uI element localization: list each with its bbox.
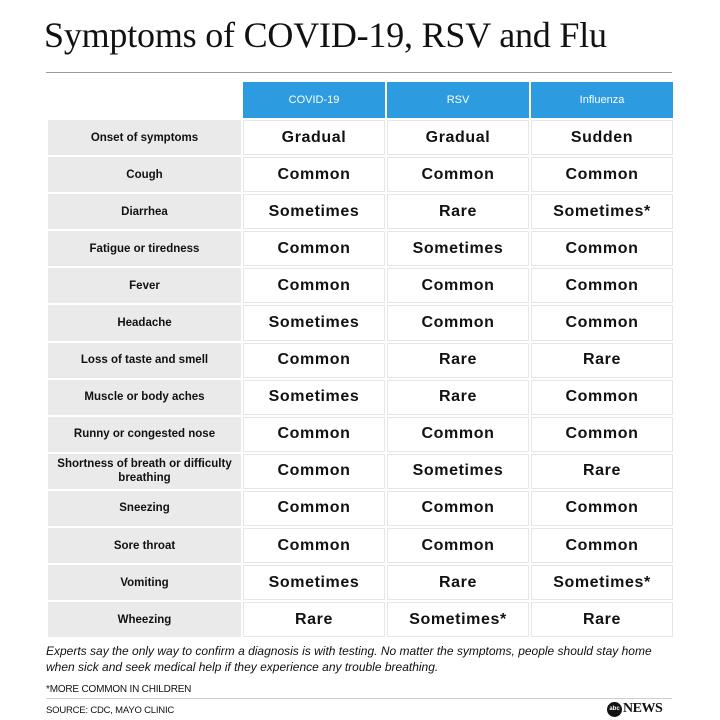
symptom-value-cell: Common	[243, 157, 385, 192]
header-row	[48, 82, 673, 118]
table-row	[48, 343, 673, 378]
symptom-value-cell: Rare	[387, 343, 529, 378]
symptom-value-cell: Rare	[531, 602, 673, 637]
symptom-value-cell: Common	[531, 528, 673, 563]
table-row	[48, 157, 673, 192]
row-label: Vomiting	[48, 565, 241, 600]
symptom-value-cell: Sometimes	[387, 454, 529, 489]
column-header-covid: COVID-19	[243, 82, 385, 118]
row-label: Wheezing	[48, 602, 241, 637]
news-wordmark: NEWS	[623, 701, 663, 716]
symptom-value-cell: Gradual	[243, 120, 385, 155]
corner-cell	[48, 82, 241, 118]
row-label: Onset of symptoms	[48, 120, 241, 155]
symptom-value-cell: Common	[387, 157, 529, 192]
symptom-value-cell: Common	[243, 231, 385, 266]
table-row	[48, 268, 673, 303]
row-label: Muscle or body aches	[48, 380, 241, 415]
symptom-value-cell: Common	[243, 528, 385, 563]
disclaimer-note: Experts say the only way to confirm a diagnosis is with testing. No matter the symptoms, people should stay home when sick and seek medical help if they experience any trouble breathing.	[46, 644, 652, 674]
table-row	[48, 417, 673, 452]
table-body	[48, 120, 673, 637]
table-row	[48, 305, 673, 340]
footer-divider	[46, 698, 672, 699]
footnote: *MORE COMMON IN CHILDREN	[46, 684, 192, 695]
symptom-value-cell: Rare	[387, 565, 529, 600]
row-label: Loss of taste and smell	[48, 343, 241, 378]
table-row	[48, 528, 673, 563]
symptom-value-cell: Common	[243, 268, 385, 303]
symptom-value-cell: Common	[243, 491, 385, 526]
symptoms-table	[46, 80, 675, 639]
table-row	[48, 231, 673, 266]
source-credit: SOURCE: CDC, MAYO CLINIC	[46, 705, 175, 716]
symptom-value-cell: Common	[387, 305, 529, 340]
symptom-value-cell: Common	[387, 417, 529, 452]
abc-circle-icon: abc	[607, 702, 622, 717]
row-label: Fatigue or tiredness	[48, 231, 241, 266]
symptom-value-cell: Sometimes*	[387, 602, 529, 637]
symptom-value-cell: Rare	[387, 194, 529, 229]
symptom-value-cell: Common	[531, 305, 673, 340]
symptom-value-cell: Common	[243, 417, 385, 452]
page-title: Symptoms of COVID-19, RSV and Flu	[44, 15, 607, 55]
symptom-value-cell: Rare	[531, 343, 673, 378]
table-row	[48, 120, 673, 155]
row-label: Sore throat	[48, 528, 241, 563]
symptom-value-cell: Common	[531, 491, 673, 526]
row-label: Cough	[48, 157, 241, 192]
table-row	[48, 491, 673, 526]
symptom-value-cell: Sometimes	[243, 305, 385, 340]
symptom-value-cell: Rare	[387, 380, 529, 415]
symptom-value-cell: Common	[531, 417, 673, 452]
table-row	[48, 602, 673, 637]
symptom-value-cell: Common	[531, 231, 673, 266]
table-row	[48, 565, 673, 600]
symptom-value-cell: Rare	[531, 454, 673, 489]
symptom-value-cell: Sometimes	[243, 194, 385, 229]
symptom-value-cell: Sometimes	[387, 231, 529, 266]
row-label: Diarrhea	[48, 194, 241, 229]
symptom-value-cell: Common	[531, 157, 673, 192]
symptom-value-cell: Sudden	[531, 120, 673, 155]
table-row	[48, 380, 673, 415]
symptom-value-cell: Rare	[243, 602, 385, 637]
symptom-value-cell: Common	[531, 380, 673, 415]
symptom-value-cell: Common	[531, 268, 673, 303]
row-label: Headache	[48, 305, 241, 340]
row-label: Fever	[48, 268, 241, 303]
abc-news-logo	[607, 701, 662, 717]
row-label: Runny or congested nose	[48, 417, 241, 452]
table-row	[48, 194, 673, 229]
row-label: Shortness of breath or difficulty breathing	[48, 454, 241, 489]
symptom-value-cell: Sometimes	[243, 380, 385, 415]
symptom-value-cell: Sometimes*	[531, 565, 673, 600]
symptom-value-cell: Common	[387, 268, 529, 303]
symptom-value-cell: Common	[387, 528, 529, 563]
row-label: Sneezing	[48, 491, 241, 526]
symptom-value-cell: Gradual	[387, 120, 529, 155]
column-header-influenza: Influenza	[531, 82, 673, 118]
column-header-rsv: RSV	[387, 82, 529, 118]
symptom-value-cell: Common	[387, 491, 529, 526]
symptom-value-cell: Sometimes	[243, 565, 385, 600]
symptom-value-cell: Common	[243, 343, 385, 378]
title-divider	[46, 72, 672, 73]
symptom-value-cell: Sometimes*	[531, 194, 673, 229]
symptom-value-cell: Common	[243, 454, 385, 489]
table-row	[48, 454, 673, 489]
